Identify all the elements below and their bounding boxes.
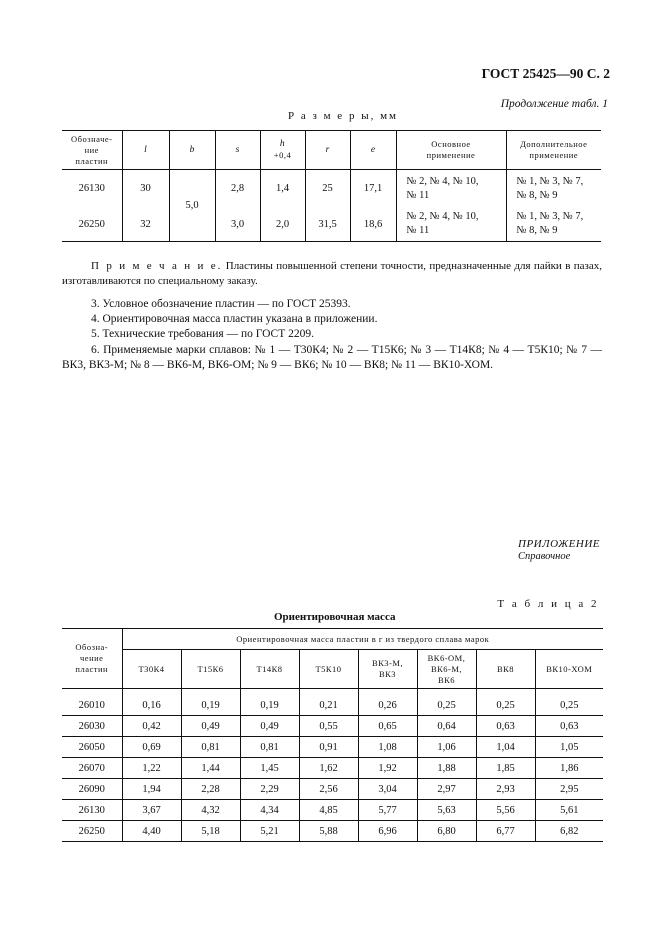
note-paragraph: [62, 259, 602, 289]
t1-cell-b-shared: 5,0: [169, 170, 215, 242]
t2-cell: 0,49: [240, 716, 299, 737]
t2-cell: 0,25: [417, 689, 476, 716]
t2-cell: 1,94: [122, 779, 181, 800]
t1-col-b: b: [169, 131, 215, 170]
t2-cell: 0,16: [122, 689, 181, 716]
t2-cell: 6,96: [358, 821, 417, 842]
sizes-caption: Р а з м е р ы, мм: [288, 110, 399, 122]
t2-cell: 0,91: [299, 737, 358, 758]
t2-cell: 0,55: [299, 716, 358, 737]
t2-col-header: Т5К10: [299, 650, 358, 689]
t1-col-designation: Обозначе- ние пластин: [62, 131, 122, 170]
table-row: [62, 208, 601, 242]
t2-cell: 5,88: [299, 821, 358, 842]
table-continuation: Продолжение табл. 1: [500, 98, 608, 110]
t2-cell: 1,22: [122, 758, 181, 779]
t2-cell-designation: 26050: [62, 737, 122, 758]
appendix-title: ПРИЛОЖЕНИЕ: [518, 538, 600, 550]
table2-title: Ориентировочная масса: [274, 611, 396, 623]
t1-cell-extra: № 1, № 3, № 7, № 8, № 9: [516, 175, 584, 201]
t2-cell: 0,63: [535, 716, 603, 737]
t2-cell-designation: 26070: [62, 758, 122, 779]
t2-cell: 0,42: [122, 716, 181, 737]
t2-cell: 6,80: [417, 821, 476, 842]
t2-cell: 0,19: [181, 689, 240, 716]
t1-col-l: l: [122, 131, 169, 170]
t2-col-header: ВК3-М, ВК3: [358, 650, 417, 689]
t2-cell: 0,25: [535, 689, 603, 716]
t2-cell: 0,64: [417, 716, 476, 737]
t1-col-r: r: [305, 131, 350, 170]
t1-cell: 2,8: [215, 170, 260, 208]
t2-cell-designation: 26250: [62, 821, 122, 842]
t2-col-header: Т15К6: [181, 650, 240, 689]
t1-cell-extra: № 1, № 3, № 7, № 8, № 9: [506, 208, 601, 242]
table-row: [62, 800, 603, 821]
appendix-subtitle: Справочное: [518, 551, 571, 562]
mass-table: [62, 628, 603, 842]
t2-cell: 2,28: [181, 779, 240, 800]
table-row: [62, 758, 603, 779]
t1-col-e: e: [350, 131, 396, 170]
t2-cell: 1,44: [181, 758, 240, 779]
t1-cell-main: № 2, № 4, № 10, № 11: [396, 170, 506, 208]
t2-cell: 1,86: [535, 758, 603, 779]
dimensions-table: [62, 130, 601, 242]
t2-cell: 0,69: [122, 737, 181, 758]
t2-cell-designation: 26010: [62, 689, 122, 716]
t1-col-extra: Дополнительное применение: [506, 131, 601, 170]
table-row: [62, 821, 603, 842]
note-label: П р и м е ч а н и е.: [91, 260, 223, 272]
t2-cell: 2,93: [476, 779, 535, 800]
t2-cell: 0,63: [476, 716, 535, 737]
table-row: [62, 737, 603, 758]
t2-cell: 0,19: [240, 689, 299, 716]
t1-cell: 18,6: [350, 208, 396, 242]
t1-col-main: Основное применение: [396, 131, 506, 170]
list-item: 6. Применяемые марки сплавов: № 1 — Т30К4; № 2 — Т15К6; № 3 — Т14К8; № 4 — Т5К10; № 7 — ВК3, ВК3-М; № 8 — ВК6-М, ВК6-ОМ; № 9 — ВК6; № 10 — ВК8; № 11 — ВК10-ХОМ.: [62, 344, 602, 371]
t2-cell: 5,61: [535, 800, 603, 821]
t2-cell: 1,88: [417, 758, 476, 779]
t1-cell: 32: [122, 208, 169, 242]
table2-group-header-row: [62, 629, 603, 650]
t2-cell: 1,92: [358, 758, 417, 779]
t2-cell: 2,97: [417, 779, 476, 800]
t2-col-header: Т30К4: [122, 650, 181, 689]
t1-col-h: h +0,4: [260, 131, 305, 170]
t2-cell-designation: 26090: [62, 779, 122, 800]
t2-group-header: Ориентировочная масса пластин в г из твердого сплава марок: [122, 629, 603, 650]
t1-cell: 3,0: [215, 208, 260, 242]
t2-cell: 1,06: [417, 737, 476, 758]
t2-cell: 1,04: [476, 737, 535, 758]
t2-cell: 6,82: [535, 821, 603, 842]
note-text: Пластины повышенной степени точности, предназначенные для пайки в пазах, изготавливаются по специальному заказу.: [62, 260, 603, 287]
t1-cell: 25: [305, 170, 350, 208]
t2-cell: 5,21: [240, 821, 299, 842]
t1-cell: 17,1: [350, 170, 396, 208]
table2-label: Т а б л и ц а 2: [497, 598, 599, 610]
t2-cell: 0,81: [240, 737, 299, 758]
list-item: 4. Ориентировочная масса пластин указана в приложении.: [91, 313, 378, 325]
list-item: 5. Технические требования — по ГОСТ 2209.: [91, 328, 314, 340]
t2-col-header: ВК8: [476, 650, 535, 689]
t2-cell: 5,56: [476, 800, 535, 821]
t1-cell: 31,5: [305, 208, 350, 242]
t2-cell: 0,21: [299, 689, 358, 716]
t2-cell: 0,26: [358, 689, 417, 716]
t2-cell: 1,08: [358, 737, 417, 758]
t2-cell: 1,85: [476, 758, 535, 779]
t2-cell: 1,62: [299, 758, 358, 779]
table-row: [62, 170, 601, 208]
t2-cell: 3,67: [122, 800, 181, 821]
page-header: ГОСТ 25425—90 С. 2: [481, 66, 610, 81]
t2-cell: 2,95: [535, 779, 603, 800]
t1-cell: 26250: [62, 208, 122, 242]
table2-body: [62, 689, 603, 842]
t2-cell: 3,04: [358, 779, 417, 800]
t2-cell: 2,56: [299, 779, 358, 800]
t2-cell: 6,77: [476, 821, 535, 842]
t1-cell: 2,0: [260, 208, 305, 242]
t2-col-header: Т14К8: [240, 650, 299, 689]
t2-cell: 0,25: [476, 689, 535, 716]
table-row: [62, 779, 603, 800]
t2-cell: 5,63: [417, 800, 476, 821]
t2-cell: 4,40: [122, 821, 181, 842]
t2-cell: 1,45: [240, 758, 299, 779]
table-row: [62, 689, 603, 716]
t2-col-header: ВК10-ХОМ: [535, 650, 603, 689]
t2-cell: 0,81: [181, 737, 240, 758]
t1-cell: 26130: [62, 170, 122, 208]
t2-cell: 1,05: [535, 737, 603, 758]
t2-col-header: ВК6-ОМ, ВК6-М, ВК6: [417, 650, 476, 689]
t2-cell: 2,29: [240, 779, 299, 800]
table1-header-row: [62, 131, 601, 170]
t2-cell: 5,77: [358, 800, 417, 821]
t1-col-s: s: [215, 131, 260, 170]
table-row: [62, 716, 603, 737]
t1-cell: 30: [122, 170, 169, 208]
t2-cell: 4,32: [181, 800, 240, 821]
t2-cell-designation: 26130: [62, 800, 122, 821]
t2-cell-designation: 26030: [62, 716, 122, 737]
table2-columns-row: [62, 650, 603, 689]
t2-cell: 4,85: [299, 800, 358, 821]
t2-cell: 0,49: [181, 716, 240, 737]
t1-cell-main: № 2, № 4, № 10, № 11: [396, 208, 506, 242]
list-item: 3. Условное обозначение пластин — по ГОСТ 25393.: [91, 298, 351, 310]
t2-cell: 5,18: [181, 821, 240, 842]
t2-cell: 4,34: [240, 800, 299, 821]
t1-cell: 1,4: [260, 170, 305, 208]
t2-cell: 0,65: [358, 716, 417, 737]
t2-col-designation: Обозна- чение пластин: [62, 629, 122, 689]
